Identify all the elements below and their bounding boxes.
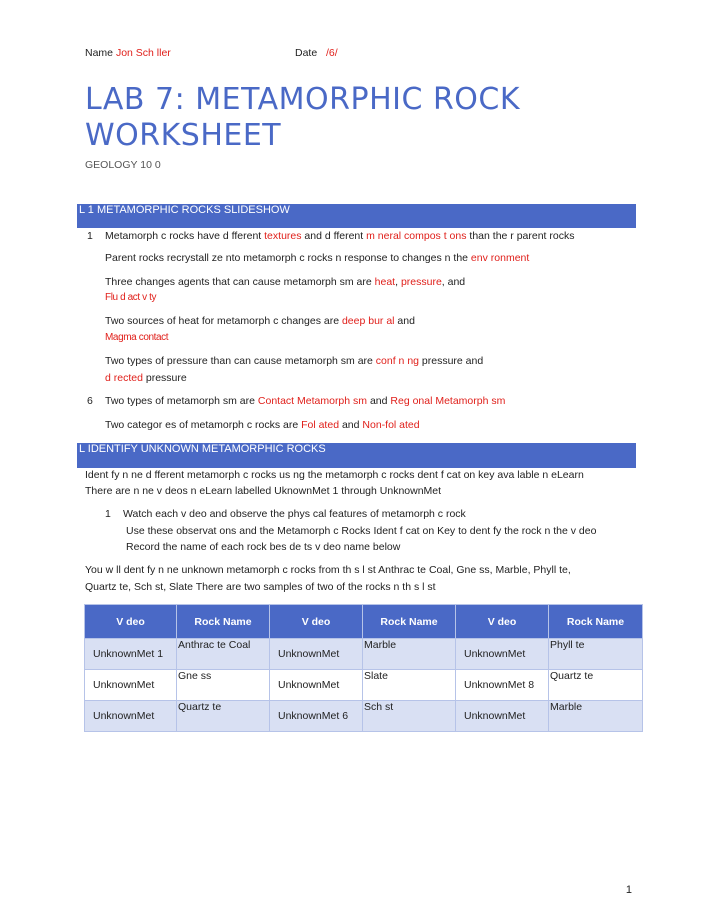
page-title: LAB 7: METAMORPHIC ROCK WORKSHEET — [85, 82, 521, 153]
video-cell: UnknownMet — [270, 670, 363, 701]
date-value: /6/ — [325, 47, 338, 59]
answer-non-foliated: Non-fol ated — [362, 419, 420, 431]
rock-name-cell[interactable]: Quartz te — [549, 670, 643, 701]
answer-directed: d rected — [105, 372, 143, 384]
rock-name-cell[interactable]: Quartz te — [177, 701, 270, 732]
table-row — [85, 701, 643, 732]
header-rock-3: Rock Name — [549, 605, 643, 639]
rock-name-cell[interactable]: Marble — [363, 639, 456, 670]
page-number: 1 — [625, 884, 632, 896]
name-label: Name — [85, 47, 114, 59]
question-3: Three changes agents that can cause metamorph sm are heat, pressure, and — [105, 276, 466, 288]
question-5-cont: d rected pressure — [105, 372, 187, 384]
rock-name-cell[interactable]: Anthrac te Coal — [177, 639, 270, 670]
rock-name-cell[interactable]: Slate — [363, 670, 456, 701]
intro-line-2: There are n ne v deos n eLearn labelled UknownMet 1 through UnknownMet — [85, 485, 442, 497]
answer-fluid-activity: Flu d act v ty — [105, 292, 157, 303]
answer-foliated: Fol ated — [301, 419, 340, 431]
header-rock-1: Rock Name — [177, 605, 270, 639]
question-2: Parent rocks recrystall ze nto metamorph c rocks n response to changes n the env ronment — [105, 252, 530, 264]
header-video-3: V deo — [456, 605, 549, 639]
answer-regional-metamorphism: Reg onal Metamorph sm — [390, 395, 506, 407]
answer-heat: heat — [374, 276, 396, 288]
video-cell: UnknownMet — [456, 639, 549, 670]
name-value: Jon Sch ller — [115, 47, 171, 59]
rock-list-line-1: You w ll dent fy n ne unknown metamorph c rocks from th s l st Anthrac te Coal, Gne ss, Marble, Phyll te, — [85, 564, 571, 576]
rock-name-cell[interactable]: Marble — [549, 701, 643, 732]
question-7: Two categor es of metamorph c rocks are Fol ated and Non-fol ated — [105, 419, 420, 431]
unknown-rocks-table — [84, 604, 643, 732]
video-cell: UnknownMet — [270, 639, 363, 670]
video-cell: UnknownMet 8 — [456, 670, 549, 701]
date-line — [295, 46, 338, 60]
answer-mineral: m neral compos t ons — [366, 230, 467, 242]
step-line-1: 1 Watch each v deo and observe the phys cal features of metamorph c rock — [105, 508, 466, 520]
answer-deep-burial: deep bur al — [341, 315, 395, 327]
answer-contact-metamorphism: Contact Metamorph sm — [257, 395, 368, 407]
video-cell: UnknownMet — [456, 701, 549, 732]
step-line-2: Use these observat ons and the Metamorph c Rocks Ident f cat on Key to dent fy the rock n the v deo — [126, 525, 597, 537]
table-row — [85, 670, 643, 701]
video-cell: UnknownMet 1 — [85, 639, 177, 670]
section1-heading: L 1 METAMORPHIC ROCKS SLIDESHOW — [77, 204, 636, 228]
answer-confining: conf n ng — [375, 355, 419, 367]
table-row — [85, 639, 643, 670]
video-cell: UnknownMet — [85, 670, 177, 701]
header-video-2: V deo — [270, 605, 363, 639]
rock-name-cell[interactable]: Sch st — [363, 701, 456, 732]
answer-environment: env ronment — [470, 252, 530, 264]
question-1: 1 Metamorph c rocks have d fferent textures and d fferent m neral compos t ons than the r parent rocks — [87, 230, 575, 242]
step-line-3: Record the name of each rock bes de ts v deo name below — [126, 541, 401, 553]
course-label: GEOLOGY 10 0 — [85, 159, 161, 171]
rock-name-cell[interactable]: Gne ss — [177, 670, 270, 701]
question-4: Two sources of heat for metamorph c changes are deep bur al and — [105, 315, 415, 327]
answer-textures: textures — [264, 230, 302, 242]
question-6: 6 Two types of metamorph sm are Contact Metamorph sm and Reg onal Metamorph sm — [87, 395, 506, 407]
question-5: Two types of pressure than can cause metamorph sm are conf n ng pressure and — [105, 355, 484, 367]
name-line — [85, 46, 171, 60]
section2-heading: L IDENTIFY UNKNOWN METAMORPHIC ROCKS — [77, 443, 636, 468]
intro-line-1: Ident fy n ne d fferent metamorph c rocks us ng the metamorph c rocks dent f cat on key ava lable n eLearn — [85, 469, 584, 481]
answer-pressure: pressure — [400, 276, 442, 288]
date-label: Date — [295, 47, 318, 59]
video-cell: UnknownMet — [85, 701, 177, 732]
header-rock-2: Rock Name — [363, 605, 456, 639]
answer-magma-contact: Magma contact — [105, 332, 169, 343]
table-header-row — [85, 605, 643, 639]
rock-name-cell[interactable]: Phyll te — [549, 639, 643, 670]
video-cell: UnknownMet 6 — [270, 701, 363, 732]
header-video-1: V deo — [85, 605, 177, 639]
rock-list-line-2: Quartz te, Sch st, Slate There are two samples of two of the rocks n th s l st — [85, 581, 436, 593]
